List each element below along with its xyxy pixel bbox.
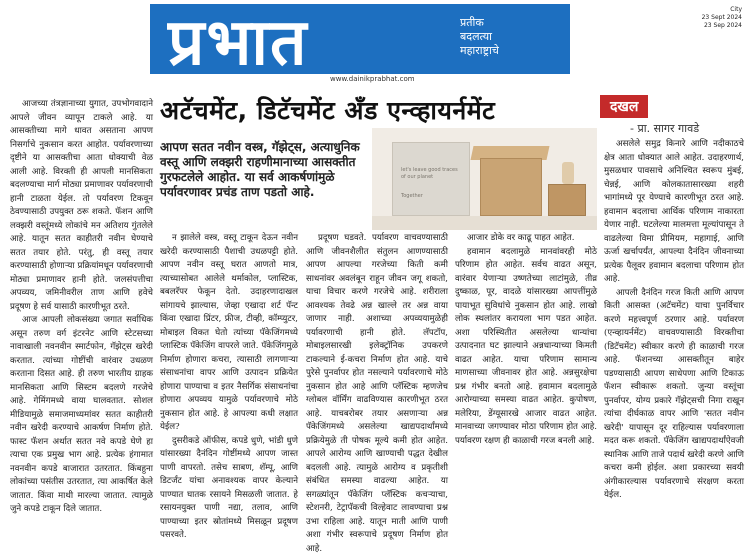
shelf-surface xyxy=(372,216,597,230)
paragraph: आज आपली लोकसंख्या जगात सर्वाधिक असून तरुण वर्ग इंटरनेट आणि स्टेटसच्या नावाखाली नवनवीन स्मार्टफोन, गॅझेट्स खरेदी करतात. त्यांच्या गोष्टींची वारंवार उधळण करताना दिसत आहे. ही तरुण भारतीय ग्राहक मानसिकता आणि सिस्टम बदलणे गरजेचे आहे. गेमिंगमध्ये वाया घालवतात. सोशल मीडियामुळे समाजमाध्यमांवर सतत काहीतरी नवीन खरेदी करण्याचे आकर्षण निर्माण होते. फास्ट फॅशन अर्थात सतत नवे कपडे घेणे हा त्याचा एक प्रमुख भाग आहे. प्रत्येक हंगामात नवनवीन कपडे बाजारात उतरतात. किंबहुना लोकांच्या पसंतीस उतरतात, त्या आकर्षित केले जातात. किंवा माथी मारल्या जातात. त्यामुळे जुने कपडे टाकून दिले जातात. xyxy=(10,315,153,514)
packaging-box-image xyxy=(392,142,470,216)
dateline xyxy=(702,6,742,30)
paragraph: आपली दैनंदिन गरज किती आणि आपण किती आसक्त (अटॅचमेंट) याचा पुनर्विचार करणे महत्त्वपूर्ण ठरणार आहे. पर्यावरण (एन्व्हायर्नमेंट) वाचवण्यासाठी विरक्तीचा (डिटॅचमेंट) स्वीकार करणे ही काळाची गरज आहे. फॅशनच्या आसक्तीतून बाहेर पडण्यासाठी आपण साधेपणा आणि टिकाऊ फॅशन स्वीकारू शकतो. जुन्या वस्तूंचा पुनर्वापर, योग्य प्रकारे गॅझेट्सची निगा राखून त्यांचा दीर्घकाळ वापर आणि 'सतत नवीन खरेदी' यापासून दूर राहिल्यास पर्यावरणाला मदत करू शकतो. पॅकेजिंग खाद्यपदार्थांऐवजी स्थानिक आणि ताजे पदार्थ खरेदी करणे आणि कचरा कमी होईल. अशा प्रकारच्या सवयी अंगीकारल्यास पर्यावरणाचे संरक्षण करता येईल. xyxy=(604,287,744,500)
paragraph: असलेले समुद्र किनारे आणि नदीकाठचे क्षेत्र आता धोक्यात आले आहेत. उदाहरणार्थ, मुसळधार पावसाचे अनिश्चित स्वरूप मुंबई, चेन्नई, आणि कोलकातासारख्या शहरी भागांमध्ये पूर येण्याचे कारणीभूत ठरत आहे. हवामान बदलाचा आर्थिक परिणाम नाकारता येणार नाही. घटलेल्या मालमत्ता मूल्यांपासून ते वाढलेल्या विमा प्रीमियम, महागाई, आणि ऊर्जा खर्चापर्यंत, आपल्या दैनंदिन जीवनाच्या प्रत्येक पैलूवर हवामान बदलाचा परिणाम होत आहे. xyxy=(604,139,744,284)
kraft-box xyxy=(480,158,542,216)
article-column-4 xyxy=(455,232,597,538)
tagline-line-2: बदलत्या xyxy=(460,30,492,43)
edition-date-secondary: 23 Sep 2024 xyxy=(703,22,742,29)
article-column-2 xyxy=(160,232,298,538)
author-byline: - प्रा. सागर गावडे xyxy=(630,122,700,135)
logo-text: प्रभात xyxy=(168,6,309,80)
column-name-badge: दखल xyxy=(600,95,648,118)
masthead xyxy=(0,0,752,86)
paragraph: दुसरीकडे ऑफीस, कपडे धुणे, भांडी धुणे यांसारख्या दैनंदिन गोष्टींमध्ये आपण जास्त पाणी वापरतो. तसेच साबण, शॅम्पू, आणि डिटर्जंट यांचा अनावश्यक वापर केल्याने पाण्यात घातक रसायने मिसळली जातात. हे रसायनयुक्त पाणी नद्या, तलाव, आणि पाण्याच्या इतर स्रोतांमध्ये मिसळून प्रदूषण पसरवते. xyxy=(160,435,298,540)
website-url[interactable]: www.dainikprabhat.com xyxy=(330,75,415,83)
article-column-1 xyxy=(10,98,153,538)
box-printed-text: let's leave good traces of our planet xyxy=(401,167,458,180)
tagline-line-1: प्रतीक xyxy=(460,16,484,29)
article-lead: आपण सतत नवीन वस्त्र, गॅझेट्स, अत्याधुनिक वस्तू आणि लक्झरी राहणीमानाच्या आसक्तीत गुरफटलेले आहोत. या सर्व आकर्षणांमुळे पर्यावरणावर प्रचंड ताण पडतो आहे. xyxy=(160,140,360,199)
article-photo xyxy=(372,128,597,230)
article-column-5 xyxy=(604,138,744,538)
tagline-line-3: महाराष्ट्राचे xyxy=(460,44,499,57)
logo-tagline xyxy=(460,16,580,58)
column-tag xyxy=(600,95,740,135)
article-column-3 xyxy=(306,232,448,554)
edition-city: City xyxy=(730,6,742,13)
small-kraft-box xyxy=(548,184,586,216)
paragraph: आजार डोके वर काढू पाहत आहेत. xyxy=(467,233,575,243)
paragraph: प्रदूषण घडवते. पर्यावरण वाचवण्यासाठी आणि जीवनशैलीत संतुलन आणण्यासाठी आपण आपल्या गरजेच्या किती कमी साधनांवर अवलंबून राहून जीवन जगू शकतो, याचा विचार करणे गरजेचे आहे. शरीराला आवश्यक तेवढे अन्न खाल्ले तर अन्न वाया जाणार नाही. अशाच्या अपव्ययामुळेही पर्यावरणाची हानी होते. लॅपटॉप, मोबाइलसारखी इलेक्ट्रॉनिक उपकरणे टाकल्याने ई-कचरा निर्माण होत आहे. याचे पुरेसे पुनर्वापर होत नसल्याने पर्यावरणाचे मोठे नुकसान होत आहे आणि प्लॅस्टिक म्हणजेच ग्लोबल वॉर्मिंग वाढविण्यास कारणीभूत ठरत आहे. याचबरोबर तयार असणाऱ्या अन्न पॅकेजिंगमध्ये असलेल्या खाद्यपदार्थांमध्ये प्रक्रियेमुळे ती पोषक मूल्ये कमी होत आहेत. आपले आरोग्य आणि खाण्याची पद्धत देखील बदलली आहे. त्यामुळे आरोग्य व प्रकृतीशी संबंधित समस्या वाढल्या आहेत. या सगळ्यांतून पॅकेजिंग प्लॅस्टिक कचऱ्याचा, स्टेशनरी, टेट्रापॅकची विल्हेवाट लावण्याचा प्रश्न उभा राहिला आहे. यातून माती आणि पाणी अशा गंभीर स्वरूपाचे प्रदूषण निर्माण होत आहे. xyxy=(306,233,448,554)
article-headline: अटॅचमेंट, डिटॅचमेंट अँड एन्व्हायर्नमेंट xyxy=(160,96,496,125)
cosmetic-tube xyxy=(562,162,574,184)
edition-date: 23 Sept 2024 xyxy=(701,14,742,21)
paragraph: न झालेले वस्त्र, वस्तू टाकून देऊन नवीन खरेदी करण्यासाठी पैशाची उधळपट्टी होते. आपण नवीन वस्तू घरात आणतो मात्र, त्याच्यासोबत आलेले थर्माकोल, प्लास्टिक, बबलरॅपर फेकून देतो. उदाहरणादाखल सांगायचे झाल्यास, जेव्हा एखादा शर्ट पॅन्ट किंवा एखादा प्रिंटर, फ्रीज, टीव्ही, कॉम्प्युटर, मोबाइल विकत घेतो त्यांच्या पॅकेजिंगमध्ये प्लास्टिक पॅकेजिंग वापरले जाते. पॅकेजिंगमुळे निर्माण होणारा कचरा, त्यासाठी लागणाऱ्या संसाधनांचा वापर आणि उत्पादन प्रक्रियेत होणारा पाण्याचा व इतर नैसर्गिक संसाधनांचा होणारा अपव्यय यामुळे पर्यावरणाचे मोठे नुकसान होत आहे. हे आपल्या कधी लक्षात येईल? xyxy=(160,233,298,432)
paragraph: आजच्या तंत्रज्ञानाच्या युगात, उपभोगवादाने आपले जीवन व्यापून टाकले आहे. या आसक्तीच्या मागे धावत असताना आपण निसर्गाचे नुकसान करत आहोत. पर्यावरणाच्या दृष्टीने या आसक्तीचा आता धोक्याची वेळ आली आहे. विरक्ती ही आपली मानसिकता बदलण्याचा मार्ग मोठ्या प्रमाणावर पर्यावरणाची हानी टाळता येईल. तो पर्यावरण टिकवून ठेवण्यासाठी उपयुक्त ठरू शकते. फॅशन आणि लक्झरी वस्तूंमध्ये लोकांचे मन अतिशय गुंतलेले आहे. यातून सतत काहीतरी नवीन घेण्याचे सतत तयार होते. परंतु, ही वस्तू तयार करण्यासाठी होणाऱ्या प्रक्रियांमधून पर्यावरणाची मोठ्या प्रमाणावर हानी होते. जलसंपत्तीचा अपव्यय, जमिनीवरील ताण आणि हवेचे प्रदूषण हे सर्व यासाठी कारणीभूत ठरते. xyxy=(10,99,153,312)
box-brand-text: Together xyxy=(401,193,423,199)
paragraph: हवामान बदलामुळे मानवांवरही मोठे परिणाम होत आहेत. सर्वच वाढत असून, वारंवार येणाऱ्या उष्णतेच्या लाटांमुळे, तीव्र दुष्काळ, पूर, वादळे यांसारख्या आपत्तींमुळे पायाभूत सुविधांचे नुकसान होत आहे. लाखो लोक स्थलांतर करायला भाग पडत आहेत. अशा परिस्थितीत असलेल्या धान्यांचा उत्पादनात घट झाल्याने अन्नधान्याच्या किमती वाढत आहेत. याचा परिणाम सामान्य माणसाच्या जीवनावर होत आहे. अन्नसुरक्षेचा प्रश्न गंभीर बनतो आहे. हवामान बदलामुळे आरोग्याच्या समस्या वाढत आहेत. कुपोषण, मलेरिया, डेंग्यूसारखे आजार वाढत आहेत. मानवाच्या जगण्यावर मोठा परिणाम होत आहे. पर्यावरण रक्षण ही काळाची गरज बनली आहे. xyxy=(455,246,597,446)
